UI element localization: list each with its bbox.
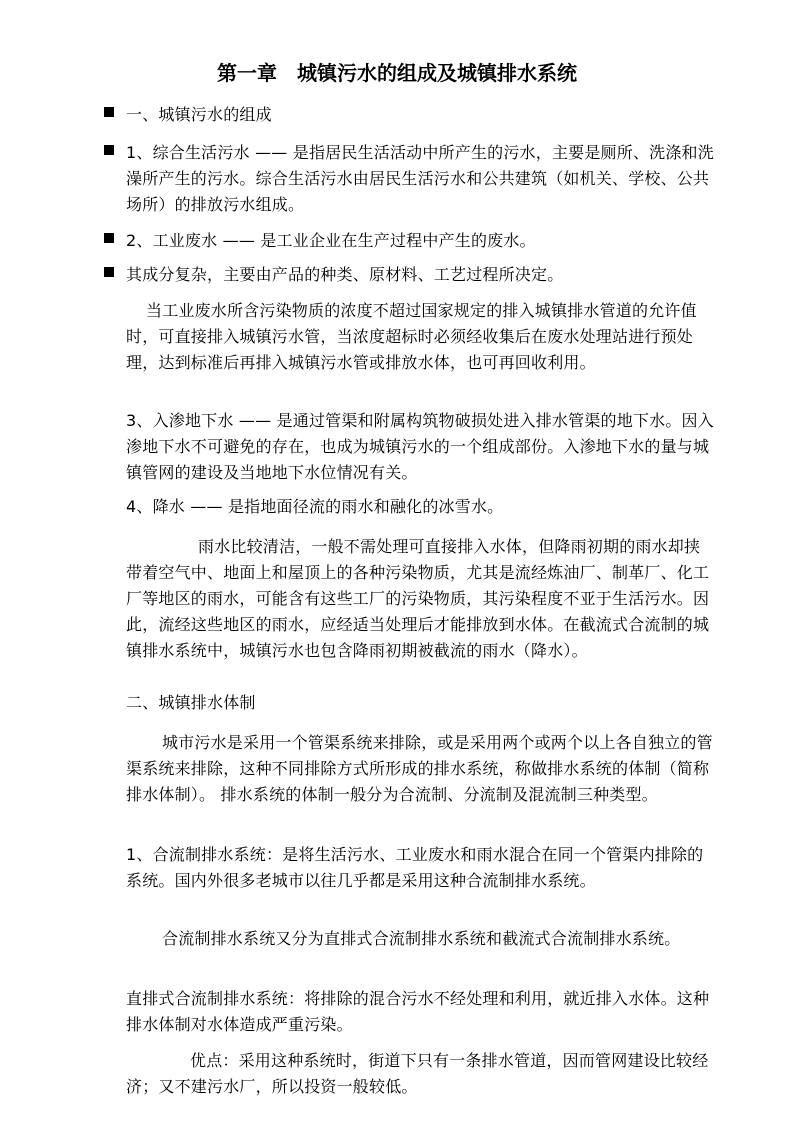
paragraph: 3、入渗地下水 —— 是通过管渠和附属构筑物破损处进入排水管渠的地下水。因入渗地下水不可避免的存在，也成为城镇污水的一个组成部份。入渗地下水的量与城镇管网的建设及当地地下水位情况有关。 [126,411,714,482]
paragraph: 直排式合流制排水系统：将排除的混合污水不经处理和利用，就近排入水体。这种排水体制对水体造成严重污染。 [126,989,710,1034]
square-bullet-icon [104,107,114,117]
bullet-text: 其成分复杂，主要由产品的种类、原材料、工艺过程所决定。 [126,265,564,284]
section-heading: 二、城镇排水体制 [126,693,256,712]
square-bullet-icon [104,233,114,243]
paragraph: 雨水比较清洁，一般不需处理可直接排入水体，但降雨初期的雨水却挟带着空气中、地面上和屋顶上的各种污染物质，尤其是流经炼油厂、制革厂、化工厂等地区的雨水，可能含有这些工厂的污染物质，其污染程度不亚于生活污水。因此，流经这些地区的雨水，应经适当处理后才能排放到水体。在截流式合流制的城镇排水系统中，城镇污水也包含降雨初期被截流的雨水（降水）。 [126,537,710,660]
paragraph: 当工业废水所含污染物质的浓度不超过国家规定的排入城镇排水管道的允许值时，可直接排入城镇污水管，当浓度超标时必须经收集后在废水处理站进行预处理，达到标准后再排入城镇污水管或排放水体，也可再回收利用。 [126,301,697,372]
bullet-text: 一、城镇污水的组成 [126,105,272,124]
paragraph: 1、合流制排水系统：是将生活污水、工业废水和雨水混合在同一个管渠内排除的系统。国内外很多老城市以往几乎都是采用这种合流制排水系统。 [126,845,704,890]
paragraph: 优点：采用这种系统时，街道下只有一条排水管道，因而管网建设比较经济；又不建污水厂，所以投资一般较低。 [126,1051,709,1096]
bullet-text: 1、综合生活污水 —— 是指居民生活活动中所产生的污水，主要是厕所、洗涤和洗澡所产生的污水。综合生活污水由居民生活污水和公共建筑（如机关、学校、公共场所）的排放污水组成。 [126,143,714,214]
square-bullet-icon [104,145,114,155]
square-bullet-icon [104,267,114,277]
paragraph: 合流制排水系统又分为直排式合流制排水系统和截流式合流制排水系统。 [162,929,681,948]
paragraph: 城市污水是采用一个管渠系统来排除，或是采用两个或两个以上各自独立的管渠系统来排除，这种不同排除方式所形成的排水系统，称做排水系统的体制（简称排水体制）。 排水系统的体制一般分为合流制、分流制及混流制三种类型。 [126,733,713,804]
paragraph: 4、降水 —— 是指地面径流的雨水和融化的冰雪水。 [126,497,504,516]
document-title: 第一章 城镇污水的组成及城镇排水系统 [217,61,577,85]
bullet-text: 2、工业废水 —— 是工业企业在生产过程中产生的废水。 [126,231,536,250]
